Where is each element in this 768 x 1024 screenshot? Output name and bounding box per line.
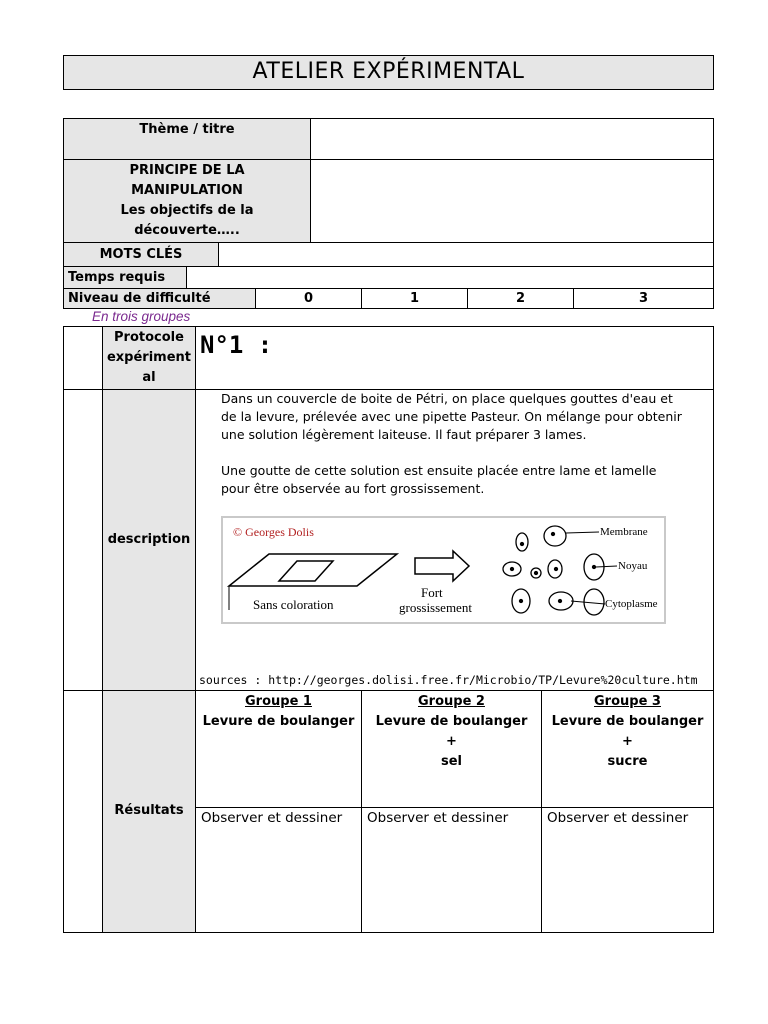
desc-p1-line-2: de la levure, prélevée avec une pipette Pasteur. On mélange pour obtenir <box>221 409 682 424</box>
figure-arrow-caption-2: grossissement <box>399 600 472 615</box>
figure-arrow-caption-1: Fort <box>421 585 443 600</box>
protocole-line-2: expériment <box>106 350 192 365</box>
protocole-line-1: Protocole <box>114 330 184 345</box>
protocole-number-cell[interactable] <box>195 326 714 390</box>
page-title: ATELIER EXPÉRIMENTAL <box>252 59 525 84</box>
niveau-label: Niveau de difficulté <box>68 291 211 306</box>
resultats-left-cell <box>63 690 103 933</box>
principe-value-cell[interactable] <box>310 159 714 243</box>
page-title-box <box>63 55 714 90</box>
groupe-1-header-cell <box>195 690 362 808</box>
niveau-0: 0 <box>303 291 314 306</box>
groupe-3-observation-cell[interactable] <box>541 807 714 933</box>
groupe-2-line-1: Levure de boulanger <box>375 714 528 729</box>
figure-label-cytoplasme: Cytoplasme <box>605 598 658 610</box>
groupe-2-line-2: + <box>446 734 457 749</box>
groupe-1-observer: Observer et dessiner <box>201 810 343 826</box>
groupe-1-line-1: Levure de boulanger <box>202 714 355 729</box>
description-left-cell <box>63 389 103 691</box>
desc-p1-line-1: Dans un couvercle de boite de Pétri, on place quelques gouttes d'eau et <box>221 391 673 406</box>
desc-p2-line-2: pour être observée au fort grossissement. <box>221 481 485 496</box>
temps-label-cell <box>63 266 187 289</box>
temps-label: Temps requis <box>68 270 166 285</box>
principe-line-2: MANIPULATION <box>131 183 243 198</box>
mots-cles-label: MOTS CLÉS <box>99 247 183 262</box>
sources-text[interactable]: sources : http://georges.dolisi.free.fr/Microbio/TP/Levure%20culture.htm <box>199 673 698 687</box>
principe-line-1: PRINCIPE DE LA <box>129 163 245 178</box>
niveau-2: 2 <box>515 291 526 306</box>
desc-p2-line-1: Une goutte de cette solution est ensuite placée entre lame et lamelle <box>221 463 657 478</box>
groupe-2-title: Groupe 2 <box>418 694 485 709</box>
resultats-label: Résultats <box>114 803 184 818</box>
niveau-1-cell[interactable] <box>361 288 468 309</box>
principe-line-3: Les objectifs de la <box>120 203 254 218</box>
description-label: description <box>107 532 191 547</box>
groupe-3-line-1: Levure de boulanger <box>551 714 704 729</box>
figure-label-noyau: Noyau <box>618 560 648 572</box>
groupe-2-header-cell <box>361 690 542 808</box>
groupe-3-title: Groupe 3 <box>594 694 661 709</box>
groupe-2-observer: Observer et dessiner <box>367 810 509 826</box>
niveau-1: 1 <box>409 291 420 306</box>
niveau-label-cell <box>63 288 256 309</box>
groupe-2-line-3: sel <box>440 754 462 769</box>
arrow-shape <box>415 551 469 581</box>
niveau-3: 3 <box>638 291 649 306</box>
levure-figure <box>221 516 666 624</box>
groupe-2-observation-cell[interactable] <box>361 807 542 933</box>
groupe-3-line-2: + <box>622 734 633 749</box>
theme-label-cell <box>63 118 311 160</box>
theme-label: Thème / titre <box>139 122 235 137</box>
mots-cles-label-cell <box>63 242 219 267</box>
desc-p1-line-3: une solution légèrement laiteuse. Il faut préparer 3 lames. <box>221 427 587 442</box>
resultats-label-cell <box>102 690 196 933</box>
figure-left-caption: Sans coloration <box>253 597 334 612</box>
description-label-cell <box>102 389 196 691</box>
groupes-note: En trois groupes <box>92 309 191 324</box>
principe-label-cell <box>63 159 311 243</box>
principe-line-4: découverte….. <box>134 223 240 238</box>
groupe-3-observer: Observer et dessiner <box>547 810 689 826</box>
niveau-3-cell[interactable] <box>573 288 714 309</box>
protocole-label-cell <box>102 326 196 390</box>
figure-label-membrane: Membrane <box>600 526 648 538</box>
protocole-line-3: al <box>142 370 156 385</box>
groupe-1-observation-cell[interactable] <box>195 807 362 933</box>
niveau-0-cell[interactable] <box>255 288 362 309</box>
protocole-number: N°1 : <box>200 331 273 359</box>
coverslip-shape <box>279 561 333 581</box>
protocole-left-cell <box>63 326 103 390</box>
temps-value-cell[interactable] <box>186 266 714 289</box>
description-content-cell <box>195 389 714 691</box>
niveau-2-cell[interactable] <box>467 288 574 309</box>
groupe-3-line-3: sucre <box>607 754 648 769</box>
groupe-1-title: Groupe 1 <box>245 694 312 709</box>
groupe-3-header-cell <box>541 690 714 808</box>
mots-cles-value-cell[interactable] <box>218 242 714 267</box>
theme-value-cell[interactable] <box>310 118 714 160</box>
figure-copyright: © Georges Dolis <box>233 525 314 539</box>
